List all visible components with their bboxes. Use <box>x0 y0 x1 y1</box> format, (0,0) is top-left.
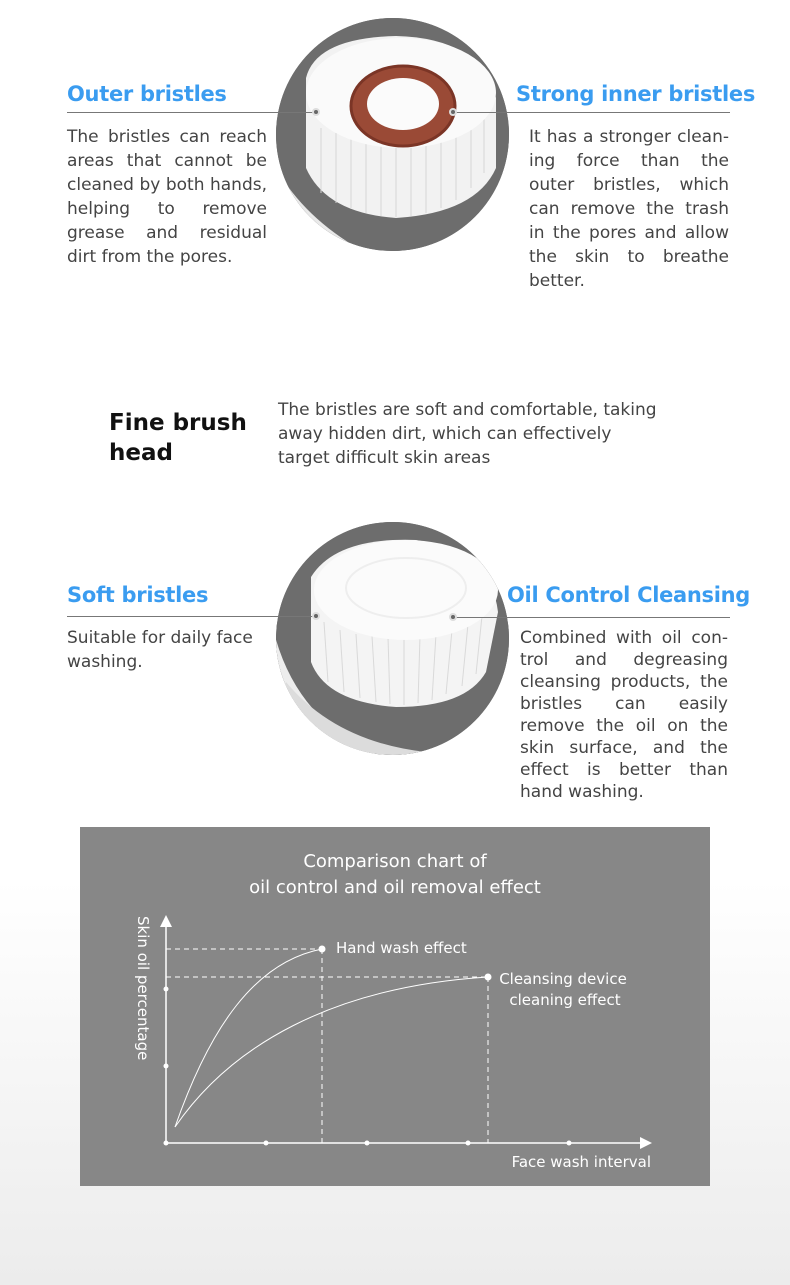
chart-plot <box>80 827 710 1186</box>
hand-wash-end-point <box>319 946 326 953</box>
outer-bristles-pointer-dot <box>312 108 320 116</box>
series-line-hand-wash <box>175 949 322 1127</box>
chart-title-line-2: oil control and oil removal effect <box>249 877 541 898</box>
x-tick <box>164 1141 169 1146</box>
fine-brush-head-description: The bristles are soft and comfortable, taking away hidden dirt, which can effectively target difficult skin areas <box>278 400 657 468</box>
series-label-device-line-2: cleaning effect <box>509 991 621 1009</box>
oil-control-pointer-dot <box>449 613 457 621</box>
soft-bristles-connector <box>67 616 317 617</box>
outer-bristles-connector <box>67 112 317 113</box>
device-end-point <box>485 974 492 981</box>
chart-title-line-1: Comparison chart of <box>303 851 487 872</box>
comparison-chart <box>80 827 710 1186</box>
x-tick <box>567 1141 572 1146</box>
brush-head-photo-inner-bristles <box>276 18 509 251</box>
oil-control-title: Oil Control Cleansing <box>507 583 751 607</box>
x-tick <box>264 1141 269 1146</box>
x-tick <box>466 1141 471 1146</box>
series-label-hand-wash: Hand wash effect <box>336 939 467 957</box>
inner-bristles-title: Strong inner bristles <box>516 82 756 106</box>
x-axis-arrow <box>640 1137 652 1149</box>
series-label-device-line-1: Cleansing device <box>499 970 627 988</box>
inner-bristles-connector <box>453 112 730 113</box>
inner-bristles-description: It has a stronger cleaning force than the outer bristles, which can remove the trash in the pores and allow the skin to breathe better. <box>529 127 729 291</box>
inner-bristles-pointer-dot <box>449 108 457 116</box>
x-tick <box>365 1141 370 1146</box>
outer-bristles-title: Outer bristles <box>67 82 227 106</box>
y-tick <box>164 987 169 992</box>
oil-control-description: Combined with oil control and degreasing cleansing products, the bristles can easily remove the oil on the skin surface, and the effect is better than hand washing. <box>520 628 728 802</box>
oil-control-connector <box>453 617 730 618</box>
outer-bristles-description: The bristles can reach areas that cannot be cleaned by both hands, helping to remove grease and residual dirt from the pores. <box>67 127 267 267</box>
soft-bristles-description: Suitable for daily face washing. <box>67 628 253 672</box>
series-line-cleansing-device <box>175 977 488 1127</box>
x-axis-label: Face wash interval <box>511 1153 651 1171</box>
soft-bristles-pointer-dot <box>312 612 320 620</box>
brush-head-photo-soft-bristles <box>276 522 509 755</box>
fine-brush-head-title: Fine brush head <box>109 410 247 466</box>
y-axis-arrow <box>160 915 172 927</box>
y-tick <box>164 1064 169 1069</box>
y-axis-label: Skin oil percentage <box>134 916 152 1061</box>
soft-bristles-title: Soft bristles <box>67 583 209 607</box>
